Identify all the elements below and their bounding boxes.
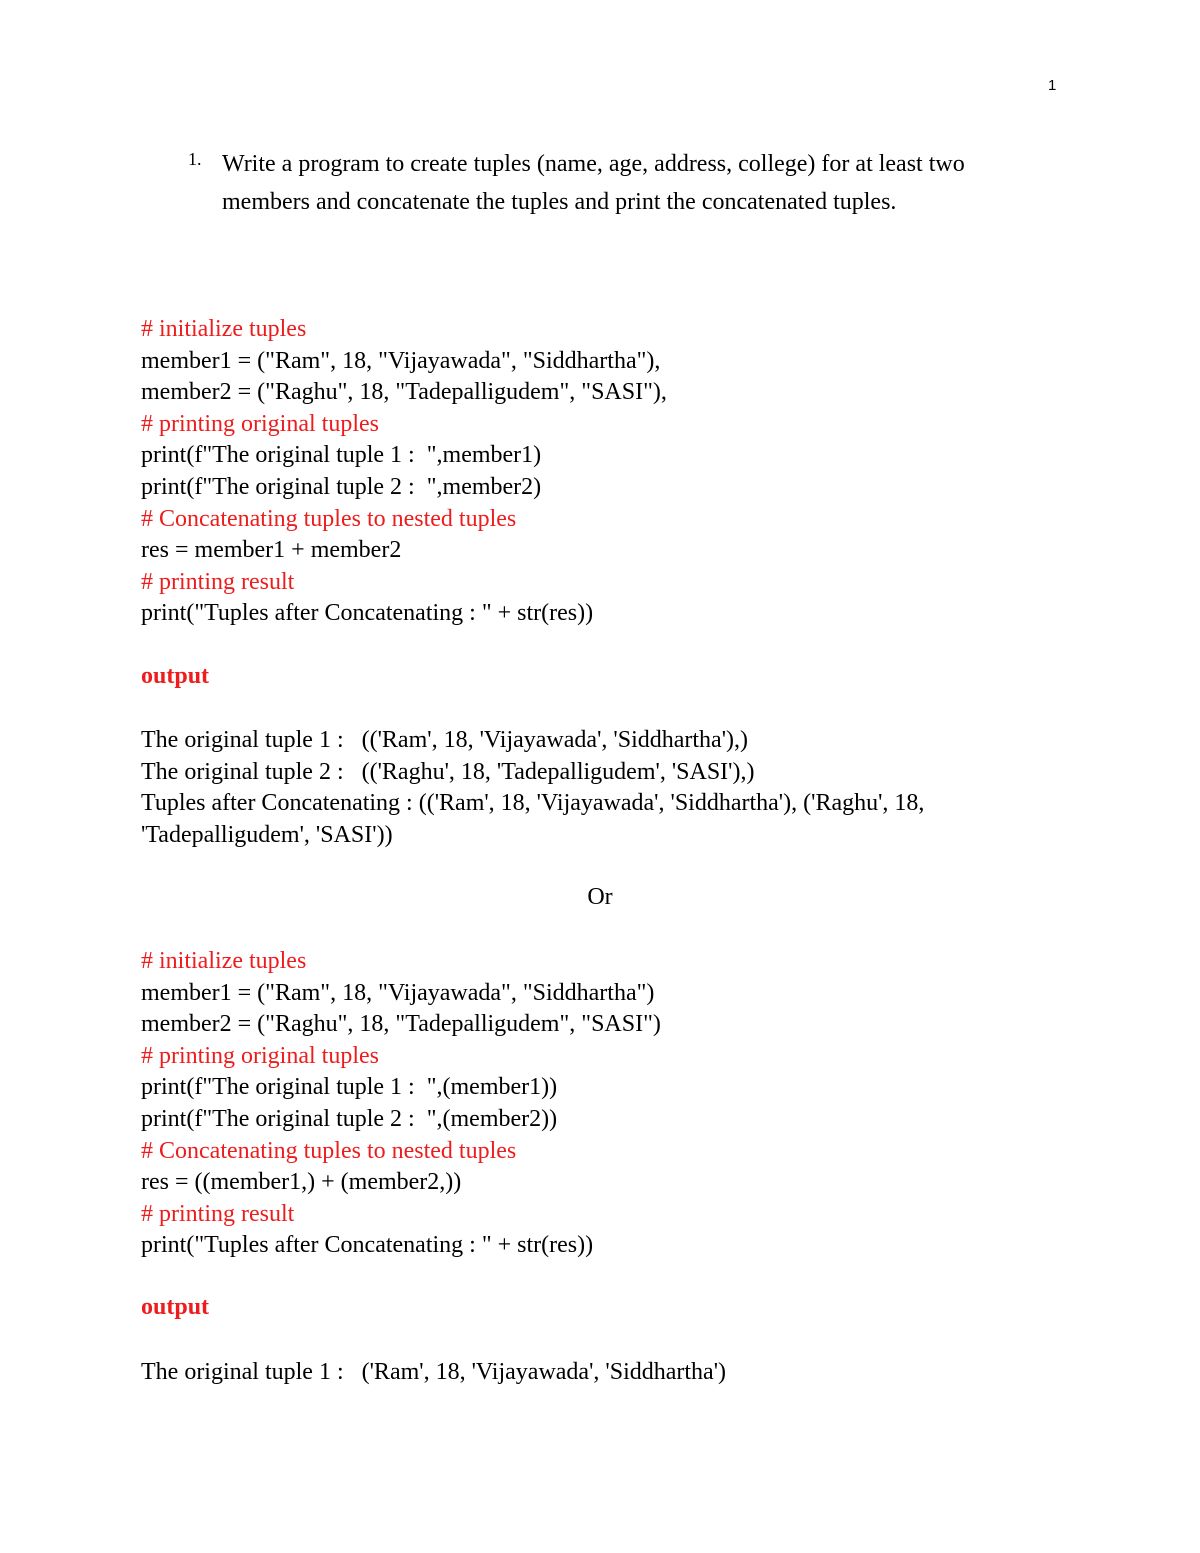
code-comment: # printing result [141, 568, 295, 595]
code-comment: # initialize tuples [141, 316, 307, 342]
question [188, 146, 1048, 221]
output-heading-2: output [141, 1294, 210, 1320]
code-block-2 [141, 946, 1141, 1262]
code-line: print(f"The original tuple 2 : ",member2) [141, 473, 542, 500]
output-line: Tuples after Concatenating : (('Ram', 18, 'Vijayawada', 'Siddhartha'), ('Raghu', 18, 'Tadepalligudem', 'SASI')) [141, 790, 925, 848]
code-line: print(f"The original tuple 1 : ",member1) [141, 442, 542, 469]
question-text: Write a program to create tuples (name, age, address, college) for at least two members and concatenate the tuples and print the concatenated tuples. [222, 151, 965, 215]
code-line: print("Tuples after Concatenating : " + str(res)) [141, 1232, 594, 1259]
code-line: res = ((member1,) + (member2,)) [141, 1169, 462, 1196]
code-comment: # printing original tuples [141, 410, 379, 437]
output-line: The original tuple 1 : ('Ram', 18, 'Vijayawada', 'Siddhartha') [141, 1359, 727, 1385]
or-separator: Or [587, 884, 613, 910]
output-line: The original tuple 2 : (('Raghu', 18, 'Tadepalligudem', 'SASI'),) [141, 758, 755, 785]
code-line: print(f"The original tuple 1 : ",(member1)) [141, 1074, 558, 1101]
code-comment: # printing original tuples [141, 1042, 379, 1069]
code-comment: # Concatenating tuples to nested tuples [141, 505, 517, 532]
code-comment: # initialize tuples [141, 948, 307, 974]
code-line: member1 = ("Ram", 18, "Vijayawada", "Siddhartha") [141, 979, 655, 1006]
code-line: print(f"The original tuple 2 : ",(member2)) [141, 1105, 558, 1132]
output-line: The original tuple 1 : (('Ram', 18, 'Vijayawada', 'Siddhartha'),) [141, 727, 749, 753]
code-line: member1 = ("Ram", 18, "Vijayawada", "Siddhartha"), [141, 347, 661, 374]
question-number: 1. [188, 149, 202, 169]
code-comment: # printing result [141, 1200, 295, 1227]
page-number: 1 [1048, 77, 1057, 94]
code-block-1 [141, 314, 1141, 630]
code-line: res = member1 + member2 [141, 537, 402, 564]
code-comment: # Concatenating tuples to nested tuples [141, 1137, 517, 1164]
output-block-1 [141, 725, 1061, 851]
code-line: print("Tuples after Concatenating : " + str(res)) [141, 600, 594, 627]
code-line: member2 = ("Raghu", 18, "Tadepalligudem", "SASI") [141, 1011, 661, 1038]
code-line: member2 = ("Raghu", 18, "Tadepalligudem", "SASI"), [141, 379, 667, 406]
output-block-2 [141, 1357, 1061, 1389]
output-heading-1: output [141, 663, 210, 689]
